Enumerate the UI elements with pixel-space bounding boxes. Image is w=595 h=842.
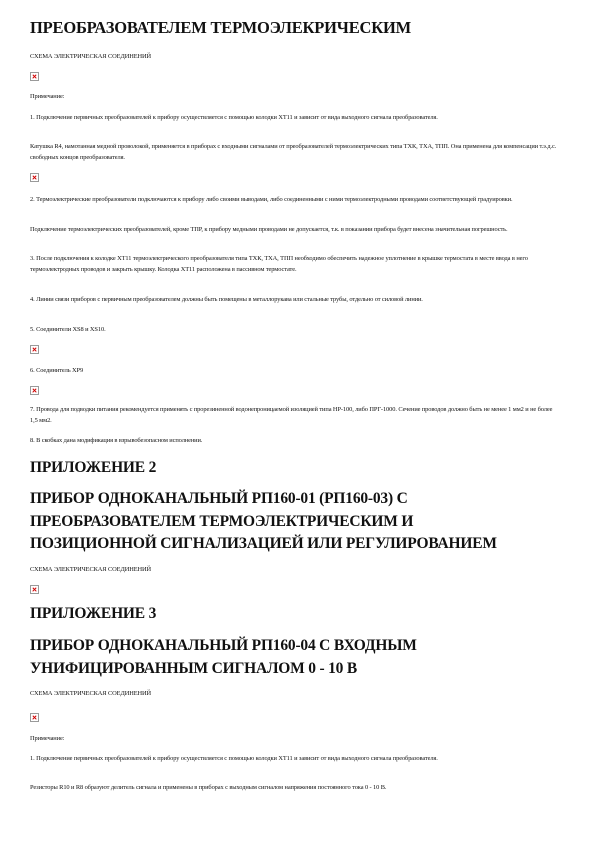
note-paragraph: 4. Линии связи приборов с первичным преобразователем должны быть помещены в металлорукава или стальные трубы, отдельно от силовой линии.	[30, 296, 423, 303]
note-paragraph: 2. Термоэлектрические преобразователи подключаются к прибору либо своими выводами, либо соединенными с ними термоэлектродными проводами соответствующей градуировки.	[30, 196, 513, 203]
note-paragraph: 5. Соединители XS8 и XS10.	[30, 326, 106, 333]
broken-image-icon	[30, 173, 39, 182]
broken-image-icon	[30, 585, 39, 594]
note-paragraph: 7. Провода для подводки питания рекомендуется применять с прорезиненной водонепроницаемой изоляцией типа НР-100, либо ПРГ-1000. Сечение проводов должно быть не менее 1 мм2 и не более 1,5 мм2.	[30, 406, 553, 424]
note-paragraph: 1. Подключение первичных преобразователей к прибору осуществляется с помощью колодки ХТ11 и зависит от вида выходного сигнала преобразователя.	[30, 755, 438, 762]
page-title: ПРЕОБРАЗОВАТЕЛЕМ ТЕРМОЭЛЕКРИЧЕСКИМ	[30, 18, 412, 37]
schematic-caption: СХЕМА ЭЛЕКТРИЧЕСКАЯ СОЕДИНЕНИЙ	[30, 53, 152, 60]
appendix-3-title	[30, 635, 575, 680]
note-paragraph: 1. Подключение первичных преобразователей к прибору осуществляется с помощью колодки ХТ11 и зависит от вида выходного сигнала преобразователя.	[30, 114, 438, 121]
note-paragraph: 8. В скобках дана модификация в взрывобезопасном исполнении.	[30, 437, 203, 444]
broken-image-icon	[30, 345, 39, 354]
appendix-3-heading: ПРИЛОЖЕНИЕ 3	[30, 605, 157, 622]
schematic-caption: СХЕМА ЭЛЕКТРИЧЕСКАЯ СОЕДИНЕНИЙ	[30, 566, 152, 573]
note-paragraph: Катушка R4, намотанная медной проволокой, применяется в приборах с входными сигналами от преобразователей термоэлектрических типа ТХК, ТХА, ТПП. Она применена для компенсации т.э.д.с. свободных концов преобразователя.	[30, 143, 557, 161]
title-line: УНИФИЦИРОВАННЫМ СИГНАЛОМ 0 - 10 В	[30, 659, 358, 677]
note-label: Примечание:	[30, 735, 65, 742]
title-line: ПРИБОР ОДНОКАНАЛЬНЫЙ РП160-04 С ВХОДНЫМ	[30, 637, 417, 654]
broken-image-icon	[30, 713, 39, 722]
broken-image-icon	[30, 386, 39, 395]
title-line: ПОЗИЦИОННОЙ СИГНАЛИЗАЦИЕЙ ИЛИ РЕГУЛИРОВАНИЕМ	[30, 535, 497, 552]
note-label: Примечание:	[30, 93, 65, 100]
broken-image-icon	[30, 72, 39, 81]
note-paragraph: 6. Соединитель ХР9	[30, 367, 84, 374]
note-paragraph: Резисторы R10 и R8 образуют делитель сигнала и применены в приборах с выходным сигналом напряжения постоянного тока 0 - 10 В.	[30, 784, 387, 791]
note-paragraph: Подключение термоэлектрических преобразователей, кроме ТПР, к прибору медными проводами не допускается, т.к. в показании прибора будет внесена значительная погрешность.	[30, 226, 508, 233]
title-line: ПРЕОБРАЗОВАТЕЛЕМ ТЕРМОЭЛЕКТРИЧЕСКИМ И	[30, 512, 414, 530]
note-paragraph: 3. После подключения к колодке ХТ11 термоэлектрического преобразователя типа ТХК, ТХА, ТПП необходимо обеспечить надежное уплотнение в крышке термостата в месте ввода в него термоэлектродных проводов и закрыть крышку. Колодка ХТ11 расположена в пассивном термостате.	[30, 255, 528, 273]
appendix-2-title	[30, 488, 575, 556]
title-line: ПРИБОР ОДНОКАНАЛЬНЫЙ РП160-01 (РП160-03) С	[30, 490, 408, 507]
schematic-caption: СХЕМА ЭЛЕКТРИЧЕСКАЯ СОЕДИНЕНИЙ	[30, 690, 152, 697]
appendix-2-heading: ПРИЛОЖЕНИЕ 2	[30, 459, 157, 476]
